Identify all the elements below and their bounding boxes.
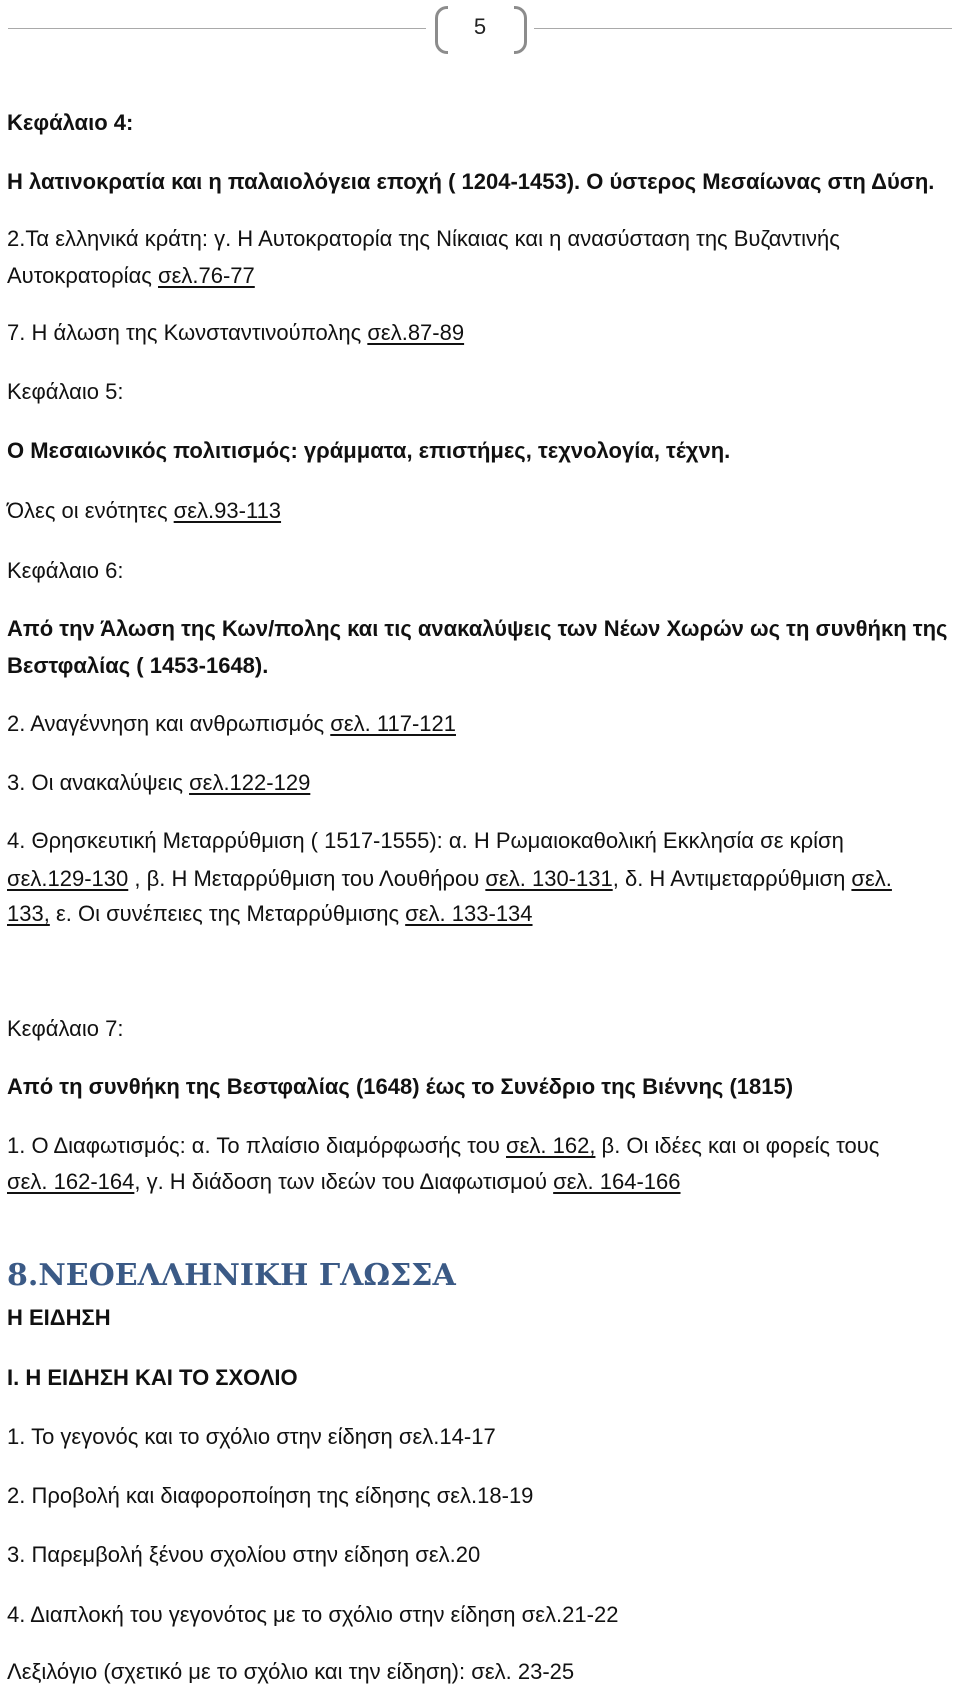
chapter-5-heading: Κεφάλαιο 5: bbox=[7, 379, 124, 404]
section-8-subheading: Η ΕΙΔΗΣΗ bbox=[7, 1305, 111, 1330]
chapter-6-item-2: 2. Αναγέννηση και ανθρωπισμός σελ. 117-121 bbox=[7, 711, 456, 736]
page-ref: σελ. 117-121 bbox=[330, 711, 456, 736]
page-ref: σελ.76-77 bbox=[158, 263, 255, 288]
chapter-6-item-4-cont: σελ.129-130 , β. Η Μεταρρύθμιση του Λουθήρου σελ. 130-131, δ. Η Αντιμεταρρύθμιση σελ. bbox=[7, 866, 892, 891]
header-rule-right bbox=[534, 28, 952, 29]
chapter-7-item-1-cont: σελ. 162-164, γ. Η διάδοση των ιδεών του Διαφωτισμού σελ. 164-166 bbox=[7, 1169, 681, 1194]
page-number-bracket-right bbox=[514, 6, 527, 54]
page-ref: σελ.93-113 bbox=[173, 498, 282, 523]
list-item: 4. Διαπλοκή του γεγονότος με το σχόλιο στην είδηση σελ.21-22 bbox=[7, 1602, 619, 1627]
page-ref: σελ. 162-164 bbox=[7, 1169, 135, 1194]
section-8-heading: 8.ΝΕΟΕΛΛΗΝΙΚΗ ΓΛΩΣΣΑ bbox=[7, 1258, 456, 1293]
page-ref: σελ. 164-166 bbox=[553, 1169, 681, 1194]
chapter-4-item-2-cont: Αυτοκρατορίας σελ.76-77 bbox=[7, 263, 255, 288]
list-item: 1. Το γεγονός και το σχόλιο στην είδηση σελ.14-17 bbox=[7, 1424, 496, 1449]
list-item: 3. Παρεμβολή ξένου σχολίου στην είδηση σελ.20 bbox=[7, 1542, 481, 1567]
page-ref: σελ.122-129 bbox=[189, 770, 311, 795]
chapter-6-item-4: 4. Θρησκευτική Μεταρρύθμιση ( 1517-1555): α. Η Ρωμαιοκαθολική Εκκλησία σε κρίση bbox=[7, 828, 844, 853]
chapter-4-title: Η λατινοκρατία και η παλαιολόγεια εποχή ( 1204-1453). Ο ύστερος Μεσαίωνας στη Δύση. bbox=[7, 169, 935, 194]
chapter-7-title: Από τη συνθήκη της Βεστφαλίας (1648) έως το Συνέδριο της Βιέννης (1815) bbox=[7, 1074, 794, 1099]
section-8-part-heading: Ι. Η ΕΙΔΗΣΗ ΚΑΙ ΤΟ ΣΧΟΛΙΟ bbox=[7, 1365, 298, 1390]
chapter-4-item-7: 7. Η άλωση της Κωνσταντινούπολης σελ.87-89 bbox=[7, 320, 465, 345]
chapter-7-heading: Κεφάλαιο 7: bbox=[7, 1016, 124, 1041]
page-ref: σελ.129-130 bbox=[7, 866, 129, 891]
page-ref: σελ. bbox=[851, 866, 892, 891]
header-rule-left bbox=[8, 28, 426, 29]
chapter-6-item-3: 3. Οι ανακαλύψεις σελ.122-129 bbox=[7, 770, 311, 795]
page-ref: σελ. 133-134 bbox=[405, 901, 533, 926]
chapter-5-all-units: Όλες οι ενότητες σελ.93-113 bbox=[7, 498, 282, 523]
chapter-6-item-4-cont2: 133, ε. Οι συνέπειες της Μεταρρύθμισης σελ. 133-134 bbox=[7, 901, 533, 926]
chapter-6-heading: Κεφάλαιο 6: bbox=[7, 558, 124, 583]
page-ref: σελ. 162, bbox=[506, 1133, 596, 1158]
chapter-7-item-1: 1. Ο Διαφωτισμός: α. Το πλαίσιο διαμόρφωσής του σελ. 162, β. Οι ιδέες και οι φορείς τους bbox=[7, 1133, 880, 1158]
list-item: 2. Προβολή και διαφοροποίηση της είδησης σελ.18-19 bbox=[7, 1483, 534, 1508]
page-ref: σελ.87-89 bbox=[367, 320, 465, 345]
chapter-4-heading: Κεφάλαιο 4: bbox=[7, 110, 134, 135]
page-header bbox=[0, 0, 960, 60]
list-item: Λεξιλόγιο (σχετικό με το σχόλιο και την είδηση): σελ. 23-25 bbox=[7, 1659, 575, 1684]
chapter-4-item-2: 2.Τα ελληνικά κράτη: γ. Η Αυτοκρατορία της Νίκαιας και η ανασύσταση της Βυζαντινής bbox=[7, 226, 840, 251]
chapter-6-title-cont: Βεστφαλίας ( 1453-1648). bbox=[7, 653, 269, 678]
page-ref: 133, bbox=[7, 901, 50, 926]
page-ref: σελ. 130-131 bbox=[485, 866, 613, 891]
page-number: 5 bbox=[473, 14, 487, 39]
chapter-6-title: Από την Άλωση της Κων/πολης και τις ανακαλύψεις των Νέων Χωρών ως τη συνθήκη της bbox=[7, 616, 948, 641]
chapter-5-title: Ο Μεσαιωνικός πολιτισμός: γράμματα, επιστήμες, τεχνολογία, τέχνη. bbox=[7, 438, 731, 463]
